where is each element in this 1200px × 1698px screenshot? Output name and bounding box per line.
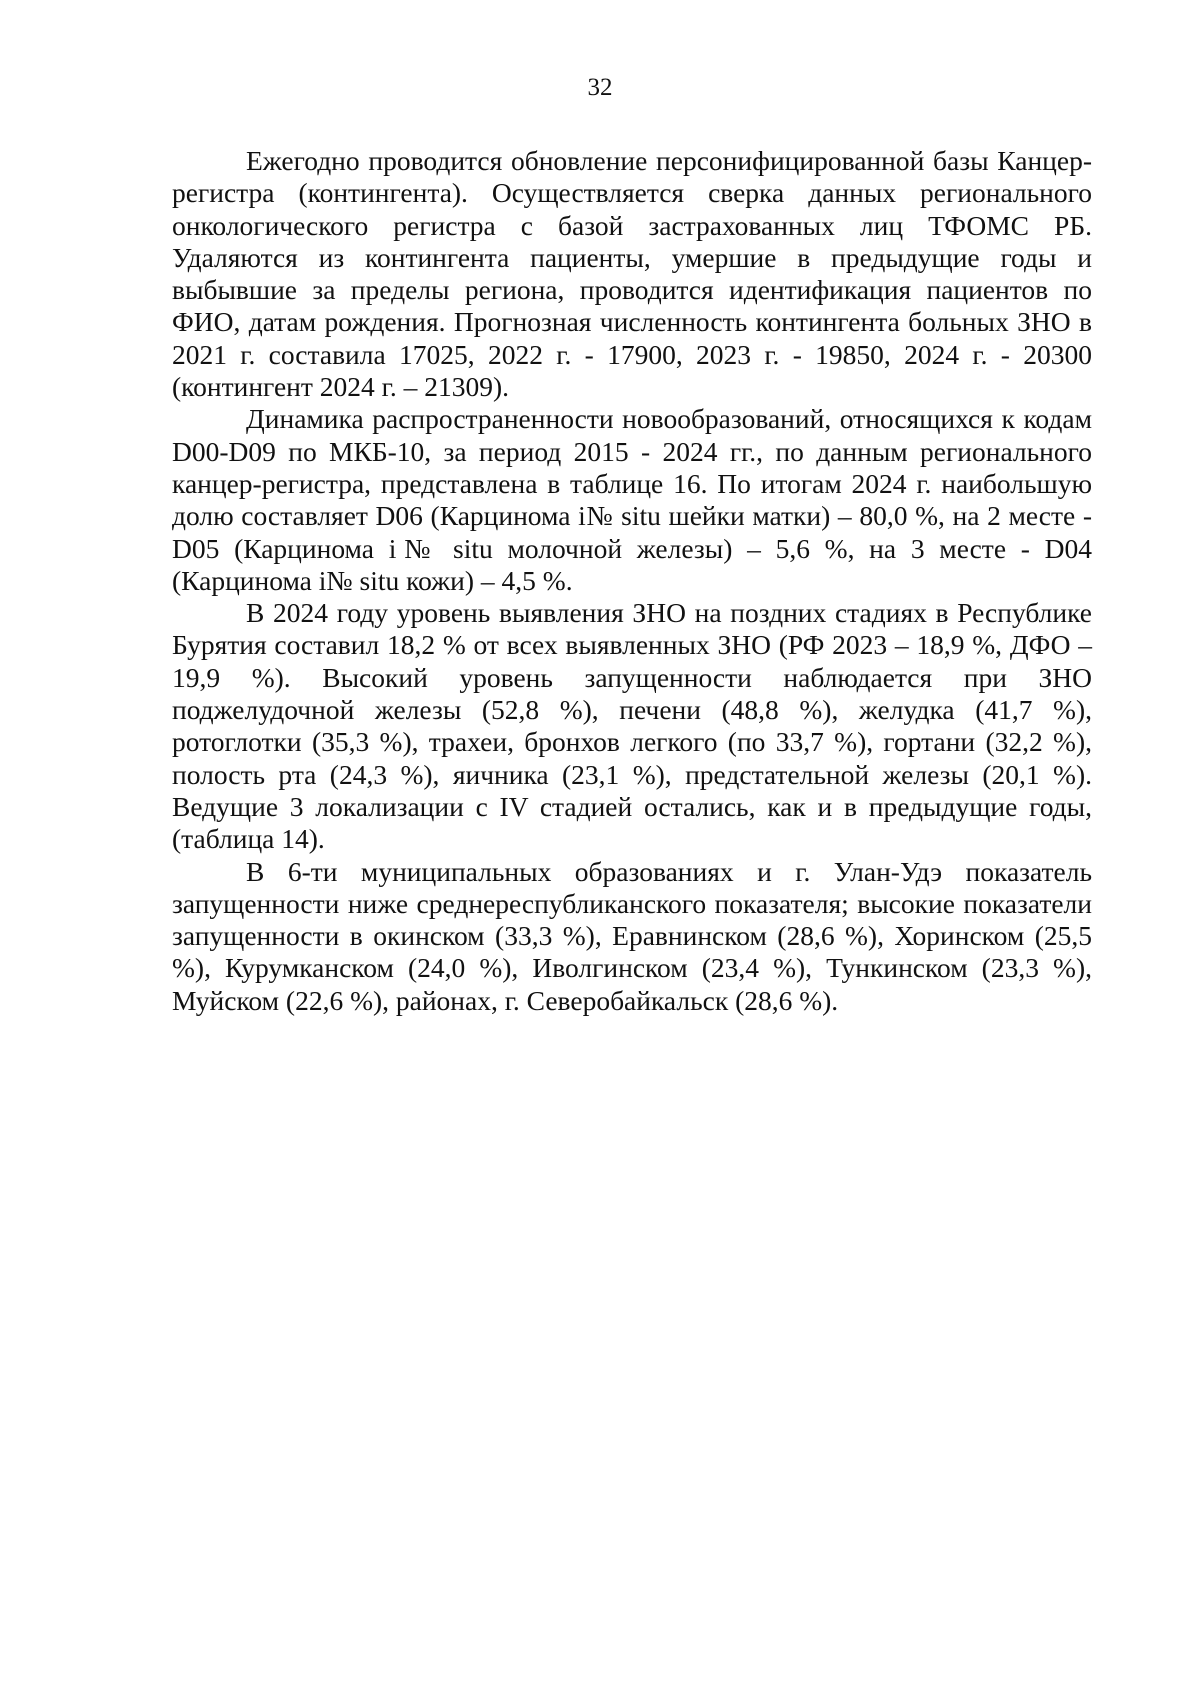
paragraph-late-stage-detection: В 2024 году уровень выявления ЗНО на поздних стадиях в Республике Бурятия составил 18,2 % от всех выявленных ЗНО (РФ 2023 – 18,9 %, ДФО – 19,9 %). Высокий уровень запущенности наблюдается при ЗНО поджелудочной железы (52,8 %), печени (48,8 %), желудка (41,7 %), ротоглотки (35,3 %), трахеи, бронхов легкого (по 33,7 %), гортани (32,2 %), полость рта (24,3 %), яичника (23,1 %), предстательной железы (20,1 %). Ведущие 3 локализации с IV стадией остались, как и в предыдущие годы, (таблица 14).: [172, 597, 1092, 855]
page-number: 32: [587, 74, 613, 101]
paragraph-municipal-neglect-rates: В 6-ти муниципальных образованиях и г. Улан-Удэ показатель запущенности ниже среднереспубликанского показателя; высокие показатели запущенности в окинском (33,3 %), Еравнинском (28,6 %), Хоринском (25,5 %), Курумканском (24,0 %), Иволгинском (23,4 %), Тункинском (23,3 %), Муйском (22,6 %), районах, г. Северобайкальск (28,6 %).: [172, 855, 1092, 1016]
paragraph-cancer-register-update: Ежегодно проводится обновление персонифицированной базы Канцер-регистра (контингента). Осуществляется сверка данных регионального онкологического регистра с базой застрахованных лиц ТФОМС РБ. Удаляются из контингента пациенты, умершие в предыдущие годы и выбывшие за пределы региона, проводится идентификация пациентов по ФИО, датам рождения. Прогнозная численность контингента больных ЗНО в 2021 г. составила 17025, 2022 г. - 17900, 2023 г. - 19850, 2024 г. - 20300 (контингент 2024 г. – 21309).: [172, 145, 1092, 403]
paragraph-prevalence-dynamics: Динамика распространенности новообразований, относящихся к кодам D00-D09 по МКБ-10, за период 2015 - 2024 гг., по данным регионального канцер-регистра, представлена в таблице 16. По итогам 2024 г. наибольшую долю составляет D06 (Карцинома i№ situ шейки матки) – 80,0 %, на 2 месте - D05 (Карцинома i№ situ молочной железы) – 5,6 %, на 3 месте - D04 (Карцинома i№ situ кожи) – 4,5 %.: [172, 403, 1092, 596]
document-body: [172, 145, 1092, 1017]
